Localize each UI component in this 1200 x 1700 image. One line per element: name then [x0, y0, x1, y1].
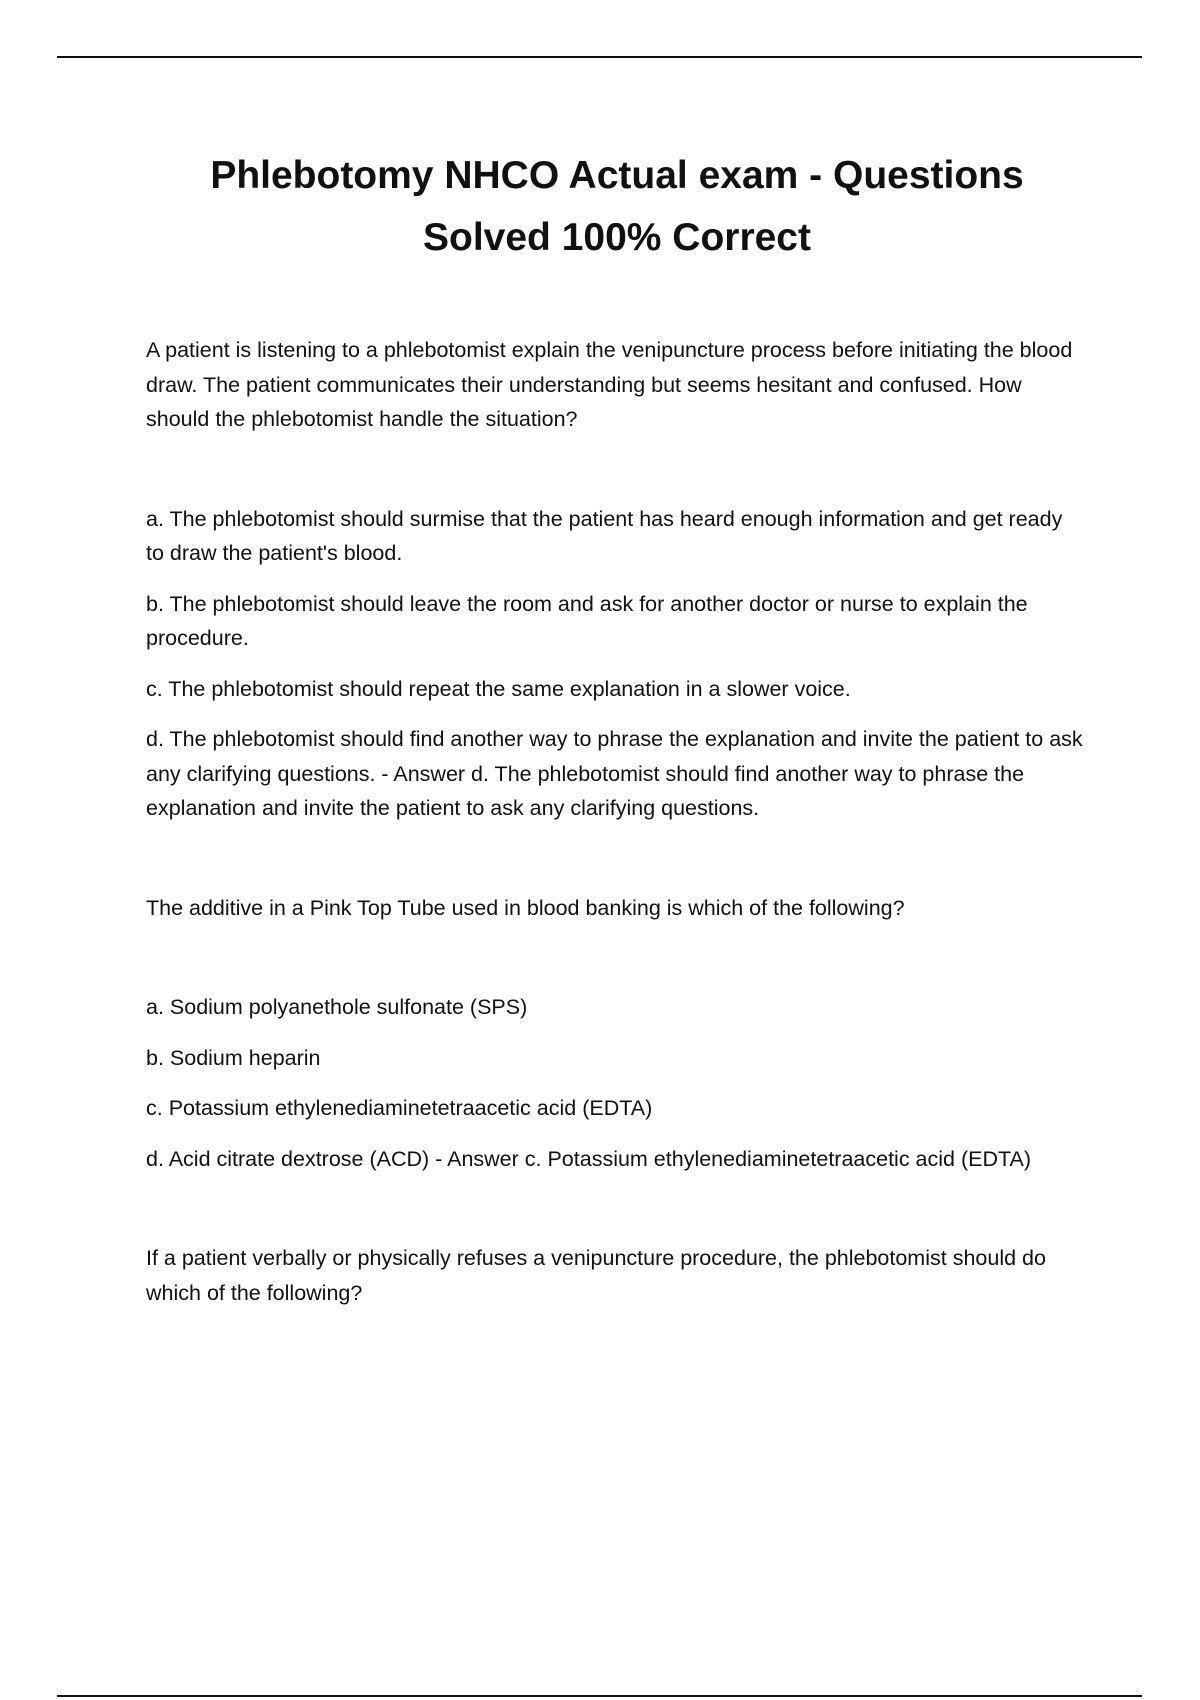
top-rule — [57, 56, 1142, 58]
question-2-option-c: c. Potassium ethylenediaminetetraacetic acid (EDTA) — [146, 1096, 653, 1120]
question-3-prompt: If a patient verbally or physically refuses a venipuncture procedure, the phlebotomist should do which of the following? — [146, 1246, 1046, 1305]
question-1-option-b: b. The phlebotomist should leave the room and ask for another doctor or nurse to explain the procedure. — [146, 591, 1028, 650]
document-title — [0, 145, 1200, 269]
title-line-1: Phlebotomy NHCO Actual exam - Questions — [210, 154, 1024, 197]
question-2-option-a: a. Sodium polyanethole sulfonate (SPS) — [146, 995, 528, 1019]
question-1-option-c: c. The phlebotomist should repeat the same explanation in a slower voice. — [146, 676, 851, 701]
question-list — [146, 333, 1086, 1375]
question-1-options — [146, 502, 1086, 826]
bottom-rule — [57, 1695, 1142, 1697]
question-2-prompt: The additive in a Pink Top Tube used in blood banking is which of the following? — [146, 895, 905, 920]
question-1-option-a: a. The phlebotomist should surmise that the patient has heard enough information and get ready to draw the patient's blood. — [146, 506, 1063, 565]
title-line-2: Solved 100% Correct — [422, 216, 811, 259]
question-2-option-d-answer: d. Acid citrate dextrose (ACD) - Answer c. Potassium ethylenediaminetetraacetic acid (EDTA) — [146, 1146, 1032, 1171]
question-2-options — [146, 990, 1086, 1176]
question-1-option-d-answer: d. The phlebotomist should find another way to phrase the explanation and invite the patient to ask any clarifying questions. - Answer d. The phlebotomist should find another way to phrase the explanation and invite the patient to ask any clarifying questions. — [146, 727, 1083, 820]
question-2-option-b: b. Sodium heparin — [146, 1045, 321, 1070]
question-1-prompt: A patient is listening to a phlebotomist explain the venipuncture process before initiating the blood draw. The patient communicates their understanding but seems hesitant and confused. How should the phlebotomist handle the situation? — [146, 338, 1073, 431]
